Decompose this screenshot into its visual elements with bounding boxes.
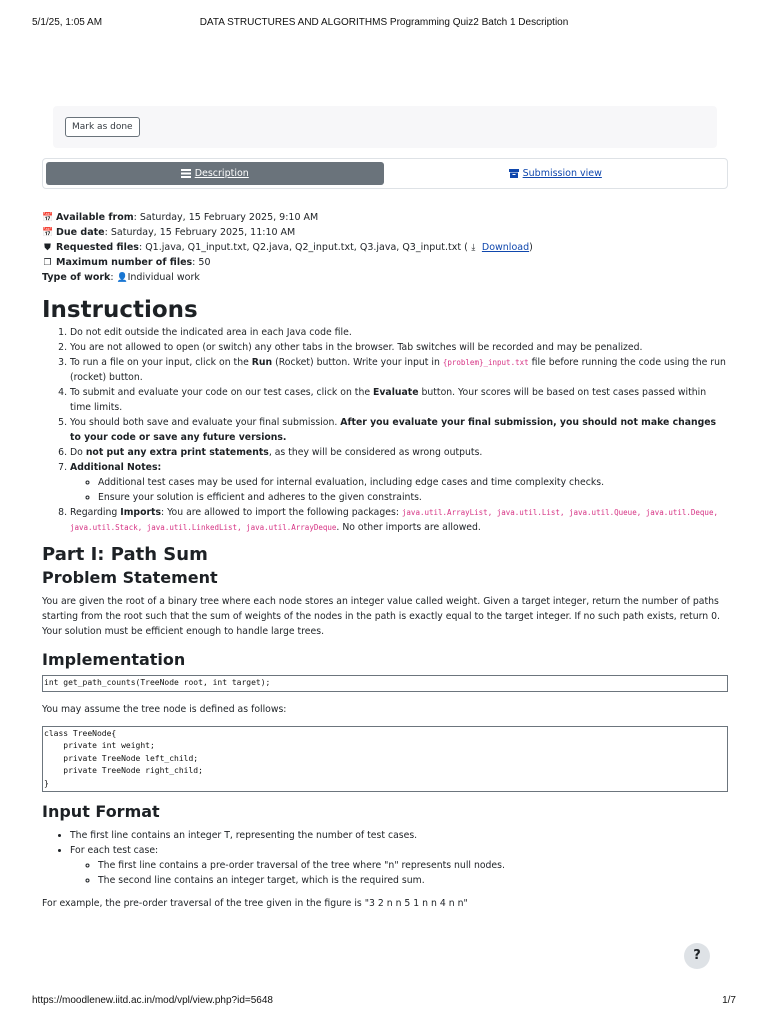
list-item: 7. Additional Notes: ◦ Additional test cases may be used for internal evaluation, including edge cases and time complexity checks. ◦ Ensure your solution is efficient and adheres to the given constraints. (70, 460, 728, 505)
problem-statement-heading: Problem Statement (42, 568, 218, 587)
list-item: ◦ Additional test cases may be used for internal evaluation, including edge cases and time complexity checks. (98, 475, 728, 490)
tab-description[interactable] (46, 162, 384, 185)
vpl-meta (42, 210, 732, 285)
part1-heading: Part I: Path Sum (42, 544, 208, 565)
list-item: 8. Regarding Imports: You are allowed to import the following packages: java.util.ArrayList, java.util.List, java.util.Queue, java.util.Deque, java.util.Stack, java.util.LinkedList, java.util.ArrayDeque. No other imports are allowed. (70, 505, 728, 535)
list-item: • The first line contains an integer T, representing the number of test cases. (70, 828, 728, 843)
list-item: 5. You should both save and evaluate your final submission. After you evaluate your final submission, you should not make changes to your code or save any future versions. (70, 415, 728, 445)
assume-text: You may assume the tree node is defined as follows: (42, 703, 287, 715)
instructions-heading: Instructions (42, 297, 198, 323)
activity-completion (53, 106, 717, 148)
list-icon (181, 169, 191, 178)
calendar-icon: 📅 (42, 213, 54, 223)
instructions-list (42, 325, 728, 535)
description-content (42, 296, 728, 911)
tab-submission-label: Submission view (522, 168, 602, 179)
list-item: 3. To run a file on your input, click on the Run (Rocket) button. Write your input in {problem}_input.txt file before running the code using the run (rocket) button. (70, 355, 728, 385)
list-item: 6. Do not put any extra print statements, as they will be considered as wrong outputs. (70, 445, 728, 460)
list-item: • For each test case: ◦ The first line contains a pre-order traversal of the tree where "n" represents null nodes. ◦ The second line contains an integer target, which is the required sum. (70, 843, 728, 888)
list-item: 1. Do not edit outside the indicated area in each Java code file. (70, 325, 728, 340)
download-icon: ⤓ (471, 243, 476, 253)
requested-files: ⛊ Requested files: Q1.java, Q1_input.txt, Q2.java, Q2_input.txt, Q3.java, Q3_input.txt ( ⤓ Download) (42, 240, 732, 255)
type-of-work: Type of work: 👤Individual work (42, 270, 732, 285)
due-date: 📅 Due date: Saturday, 15 February 2025, 11:10 AM (42, 225, 732, 240)
print-url: https://moodlenew.iitd.ac.in/mod/vpl/view.php?id=5648 (32, 995, 273, 1006)
print-date: 5/1/25, 1:05 AM (32, 17, 103, 28)
input-format-heading: Input Format (42, 802, 160, 821)
archive-icon (509, 169, 519, 178)
download-link[interactable]: Download (481, 242, 530, 253)
additional-notes-list (70, 475, 728, 505)
print-footer (32, 995, 736, 1009)
print-page-number: 1/7 (722, 995, 736, 1006)
mark-as-done-button[interactable]: Mark as done (65, 117, 140, 137)
example-text: For example, the pre-order traversal of the tree given in the figure is "3 2 n n 5 1 n n 4 n n" (42, 898, 468, 909)
copy-icon: ❐ (43, 258, 52, 268)
problem-statement-text: You are given the root of a binary tree where each node stores an integer value called weight. Given a target integer, return the number of paths starting from the root such that the sum of weights of the nodes in the path is exactly equal to the target integer. If no such path exists, return 0. Your solution must be efficient enough to handle large trees. (42, 596, 720, 637)
input-format-sublist (70, 858, 728, 888)
signature-code: int get_path_counts(TreeNode root, int target); (42, 675, 728, 692)
implementation-heading: Implementation (42, 650, 186, 669)
input-format-list (42, 828, 728, 888)
list-item: ◦ Ensure your solution is efficient and adheres to the given constraints. (98, 490, 728, 505)
list-item: ◦ The second line contains an integer target, which is the required sum. (98, 873, 728, 888)
maximum-files: ❐ Maximum number of files: 50 (42, 255, 732, 270)
tab-description-label: Description (194, 168, 249, 179)
calendar-icon: 📅 (42, 228, 54, 238)
list-item: 2. You are not allowed to open (or switch) any other tabs in the browser. Tab switches will be recorded and may be penalized. (70, 340, 728, 355)
shield-icon: ⛊ (44, 243, 51, 253)
class-code: class TreeNode{ private int weight; private TreeNode left_child; private TreeNode right_child; } (42, 726, 728, 793)
available-from: 📅 Available from: Saturday, 15 February 2025, 9:10 AM (42, 210, 732, 225)
list-item: ◦ The first line contains a pre-order traversal of the tree where "n" represents null nodes. (98, 858, 728, 873)
print-header (32, 17, 736, 31)
list-item: 4. To submit and evaluate your code on our test cases, click on the Evaluate button. Your scores will be based on test cases passed within time limits. (70, 385, 728, 415)
print-title: DATA STRUCTURES AND ALGORITHMS Programming Quiz2 Batch 1 Description (199, 17, 569, 28)
user-icon: 👤 (116, 273, 128, 283)
tab-submission-view[interactable] (387, 162, 725, 185)
help-button[interactable]: ? (684, 943, 710, 969)
vpl-tabs (42, 158, 728, 189)
